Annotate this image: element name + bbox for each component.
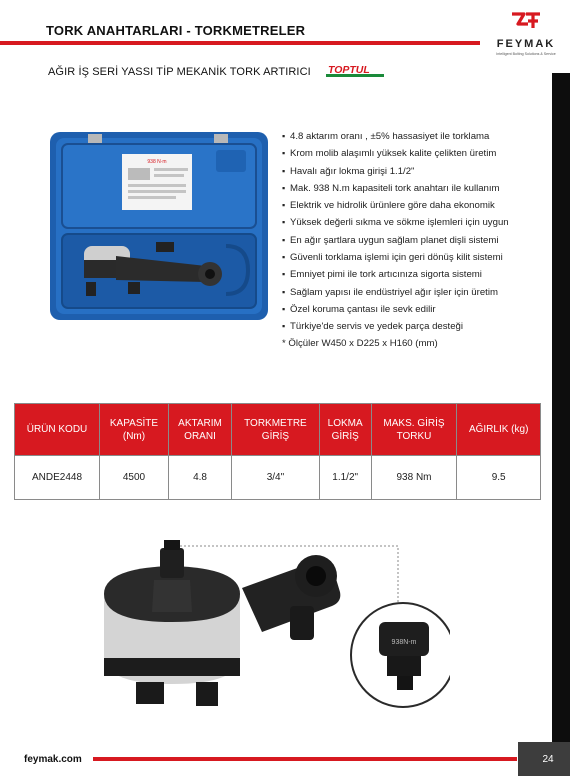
feature-item: ▪ Havalı ağır lokma girişi 1.1/2" [282, 165, 415, 177]
feature-item: ▪ Elektrik ve hidrolik ürünlere göre daha ekonomik [282, 200, 495, 212]
feature-list [282, 128, 509, 352]
cell-max-input-torque: 938 Nm [371, 456, 457, 500]
feature-item: ▪ Özel koruma çantası ile sevk edilir [282, 303, 436, 315]
case-card-label: 938 N·m [147, 159, 167, 165]
feature-item: ▪ Sağlam yapısı ile endüstriyel ağır işler için üretim [282, 286, 498, 298]
col-header-torque-input: TORKMETRE GİRİŞ [232, 404, 320, 456]
feature-item: ▪ 4.8 aktarım oranı , ±5% hassasiyet ile torklama [282, 131, 490, 142]
col-header-capacity: KAPASİTE (Nm) [100, 404, 169, 456]
spec-table [14, 403, 541, 500]
cell-capacity: 4500 [100, 456, 169, 500]
feature-item: ▪ Yüksek değerli sıkma ve sökme işlemleri için uygun [282, 217, 509, 229]
cell-socket-input: 1.1/2" [319, 456, 371, 500]
logo-tagline: Intelligent Bolting Solutions & Service [496, 52, 556, 56]
col-header-weight: AĞIRLIK (kg) [457, 404, 541, 456]
torque-multiplier-photo [92, 532, 450, 722]
cell-torque-input: 3/4" [232, 456, 320, 500]
dimensions-note: * Ölçüler W450 x D225 x H160 (mm) [282, 337, 438, 349]
col-header-max-input-torque: MAKS. GİRİŞ TORKU [371, 404, 457, 456]
logo-wordmark: FEYMAK [496, 38, 556, 50]
feature-item: ▪ En ağır şartlara uygun sağlam planet dişli sistemi [282, 234, 499, 246]
feature-item: ▪ Türkiye'de servis ve yedek parça desteği [282, 321, 464, 333]
col-header-ratio: AKTARIM ORANI [168, 404, 231, 456]
page-title: TORK ANAHTARLARI - TORKMETRELER [46, 23, 306, 38]
col-header-socket-input: LOKMA GİRİŞ [319, 404, 371, 456]
toptul-brand-logo [326, 63, 384, 77]
header-rule [0, 41, 480, 45]
product-subtitle: AĞIR İŞ SERİ YASSI TİP MEKANİK TORK ARTIRICI [48, 66, 311, 78]
page-number: 24 [518, 742, 570, 776]
side-decoration-bar [552, 73, 570, 773]
feature-item: ▪ Güvenli torklama işlemi için geri dönüş kilit sistemi [282, 252, 503, 264]
feature-item: ▪ Mak. 938 N.m kapasiteli tork anahtarı ile kullanım [282, 182, 500, 194]
feature-item: ▪ Emniyet pimi ile tork artıcınıza sigorta sistemi [282, 269, 482, 281]
product-case-photo [46, 110, 272, 325]
table-header-row [15, 404, 541, 456]
cell-ratio: 4.8 [168, 456, 231, 500]
cell-product-code: ANDE2448 [15, 456, 100, 500]
footer-website-link[interactable]: feymak.com [24, 754, 82, 765]
table-row [15, 456, 541, 500]
footer-rule [93, 757, 517, 761]
feature-item: ▪ Krom molib alaşımlı yüksek kalite çelikten üretim [282, 148, 497, 160]
feymak-logo[interactable] [484, 10, 568, 60]
toptul-brand-text: TOPTUL [328, 64, 370, 76]
feymak-logo-mark [484, 10, 568, 40]
cell-weight: 9.5 [457, 456, 541, 500]
col-header-product-code: ÜRÜN KODU [15, 404, 100, 456]
adapter-label: 938N-m [391, 639, 417, 646]
